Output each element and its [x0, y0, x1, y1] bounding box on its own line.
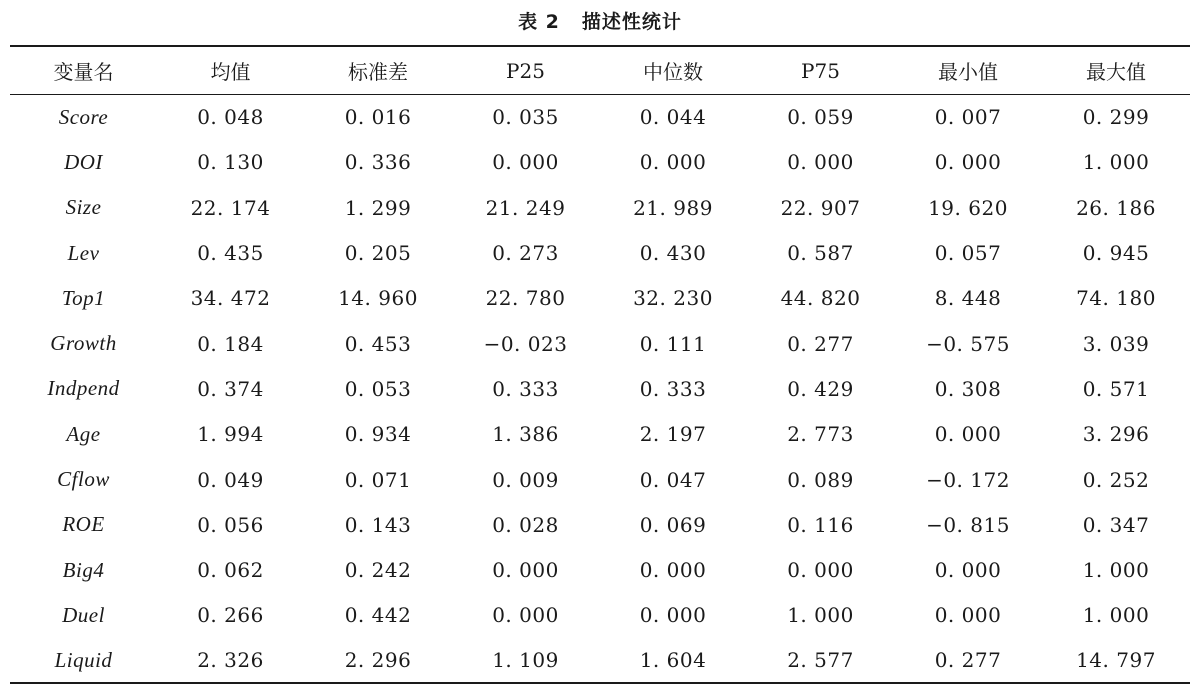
variable-name-cell: Indpend [47, 376, 120, 401]
p25-cell: 21. 249 [485, 195, 566, 220]
std-dev-cell: 0. 242 [344, 558, 412, 583]
std-dev-cell: 0. 053 [344, 376, 412, 401]
max-cell: 26. 186 [1076, 195, 1156, 220]
table-row [10, 95, 1190, 140]
min-cell: −0. 815 [926, 512, 1010, 537]
table-header [10, 46, 1190, 95]
max-cell: 14. 797 [1076, 648, 1156, 673]
table-row [10, 366, 1190, 411]
variable-name-cell: DOI [64, 149, 103, 174]
variable-name-cell: Cflow [57, 467, 110, 492]
variable-name-cell: Age [66, 421, 101, 446]
mean-cell: 0. 130 [197, 150, 264, 175]
p25-cell: 0. 333 [492, 376, 559, 401]
variable-name-cell: ROE [62, 512, 105, 537]
std-dev-cell: 0. 071 [344, 467, 412, 492]
p75-cell: 2. 577 [787, 648, 854, 673]
min-cell: 0. 000 [934, 150, 1002, 175]
p75-cell: 0. 089 [787, 467, 854, 492]
max-cell: 3. 039 [1082, 331, 1150, 356]
std-dev-cell: 1. 299 [344, 195, 412, 220]
std-dev-cell: 2. 296 [344, 648, 412, 673]
mean-cell: 1. 994 [197, 422, 264, 447]
p25-cell: 0. 009 [492, 467, 559, 492]
p75-cell: 0. 277 [787, 331, 854, 356]
mean-cell: 0. 048 [197, 105, 264, 130]
max-cell: 1. 000 [1082, 558, 1150, 583]
variable-name-cell: Big4 [62, 557, 105, 582]
max-cell: 0. 347 [1082, 512, 1150, 537]
mean-cell: 2. 326 [197, 648, 264, 673]
header-median: 中位数 [643, 60, 703, 84]
variable-name-cell: Growth [50, 331, 117, 356]
std-dev-cell: 0. 016 [344, 105, 412, 130]
table-row [10, 593, 1190, 638]
table-row [10, 230, 1190, 275]
p25-cell: 0. 000 [492, 558, 559, 583]
median-cell: 0. 069 [639, 512, 707, 537]
variable-name-cell: Top1 [61, 285, 106, 310]
median-cell: 0. 333 [639, 376, 707, 401]
min-cell: 8. 448 [934, 286, 1002, 311]
mean-cell: 22. 174 [190, 195, 271, 220]
max-cell: 0. 299 [1082, 105, 1150, 130]
p25-cell: 1. 386 [492, 422, 559, 447]
descriptive-statistics-table-wrap [10, 45, 1190, 684]
mean-cell: 0. 266 [197, 603, 264, 628]
variable-name-cell: Liquid [54, 647, 113, 672]
median-cell: 0. 044 [639, 105, 707, 130]
p75-cell: 0. 429 [787, 376, 854, 401]
table-caption [0, 8, 1200, 36]
min-cell: 19. 620 [928, 195, 1008, 220]
std-dev-cell: 0. 442 [344, 603, 412, 628]
table-row [10, 547, 1190, 592]
median-cell: 1. 604 [639, 648, 707, 673]
p75-cell: 0. 000 [787, 558, 854, 583]
p75-cell: 44. 820 [780, 286, 861, 311]
std-dev-cell: 0. 453 [344, 331, 412, 356]
variable-name-cell: Lev [67, 240, 100, 265]
p25-cell: 0. 000 [492, 603, 559, 628]
min-cell: 0. 000 [934, 422, 1002, 447]
p75-cell: 0. 059 [787, 105, 854, 130]
min-cell: 0. 277 [934, 648, 1002, 673]
max-cell: 0. 945 [1082, 241, 1150, 266]
median-cell: 0. 000 [639, 603, 707, 628]
max-cell: 1. 000 [1082, 150, 1150, 175]
header-p25: P25 [506, 58, 545, 83]
p75-cell: 0. 116 [787, 512, 854, 537]
table-row [10, 276, 1190, 321]
std-dev-cell: 0. 934 [344, 422, 412, 447]
p25-cell: 0. 035 [492, 105, 559, 130]
table-row [10, 185, 1190, 230]
p75-cell: 1. 000 [787, 603, 854, 628]
header-std-dev: 标准差 [348, 60, 408, 84]
std-dev-cell: 14. 960 [338, 286, 418, 311]
p25-cell: 1. 109 [492, 648, 559, 673]
mean-cell: 0. 435 [197, 241, 264, 266]
header-min: 最小值 [938, 60, 998, 84]
header-mean: 均值 [210, 60, 251, 84]
header-p75: P75 [801, 58, 840, 83]
median-cell: 0. 000 [639, 558, 707, 583]
table-row [10, 457, 1190, 502]
min-cell: 0. 308 [934, 376, 1002, 401]
mean-cell: 0. 062 [197, 558, 264, 583]
variable-name-cell: Size [65, 195, 102, 220]
mean-cell: 0. 056 [197, 512, 264, 537]
max-cell: 0. 252 [1082, 467, 1150, 492]
p75-cell: 0. 000 [787, 150, 854, 175]
p25-cell: 0. 000 [492, 150, 559, 175]
mean-cell: 0. 049 [197, 467, 264, 492]
median-cell: 0. 000 [639, 150, 707, 175]
p25-cell: 22. 780 [485, 286, 566, 311]
table-row [10, 412, 1190, 457]
header-max: 最大值 [1086, 60, 1146, 84]
p75-cell: 0. 587 [787, 241, 854, 266]
table-row [10, 140, 1190, 185]
median-cell: 32. 230 [633, 286, 713, 311]
mean-cell: 0. 184 [197, 331, 264, 356]
descriptive-statistics-table [10, 45, 1190, 684]
mean-cell: 0. 374 [197, 376, 264, 401]
table-row [10, 502, 1190, 547]
std-dev-cell: 0. 205 [344, 241, 412, 266]
max-cell: 0. 571 [1082, 376, 1150, 401]
table-row [10, 321, 1190, 366]
median-cell: 0. 430 [639, 241, 707, 266]
header-row [10, 46, 1190, 95]
std-dev-cell: 0. 143 [344, 512, 412, 537]
p25-cell: 0. 028 [492, 512, 559, 537]
p25-cell: −0. 023 [483, 331, 568, 356]
median-cell: 2. 197 [639, 422, 707, 447]
median-cell: 0. 111 [639, 331, 707, 356]
table-number: 表 2 [518, 11, 560, 33]
median-cell: 21. 989 [633, 195, 713, 220]
min-cell: 0. 000 [934, 603, 1002, 628]
mean-cell: 34. 472 [190, 286, 271, 311]
p75-cell: 22. 907 [780, 195, 861, 220]
table-title: 描述性统计 [581, 11, 682, 33]
table-row [10, 638, 1190, 683]
p25-cell: 0. 273 [492, 241, 559, 266]
max-cell: 1. 000 [1082, 603, 1150, 628]
max-cell: 74. 180 [1076, 286, 1156, 311]
median-cell: 0. 047 [639, 467, 707, 492]
variable-name-cell: Duel [62, 602, 105, 627]
min-cell: 0. 000 [934, 558, 1002, 583]
min-cell: −0. 575 [926, 331, 1010, 356]
std-dev-cell: 0. 336 [344, 150, 412, 175]
header-variable-name: 变量名 [53, 60, 114, 84]
variable-name-cell: Score [58, 104, 109, 129]
min-cell: 0. 057 [934, 241, 1002, 266]
max-cell: 3. 296 [1082, 422, 1150, 447]
min-cell: −0. 172 [926, 467, 1010, 492]
p75-cell: 2. 773 [787, 422, 854, 447]
min-cell: 0. 007 [934, 105, 1002, 130]
table-body [10, 95, 1190, 684]
